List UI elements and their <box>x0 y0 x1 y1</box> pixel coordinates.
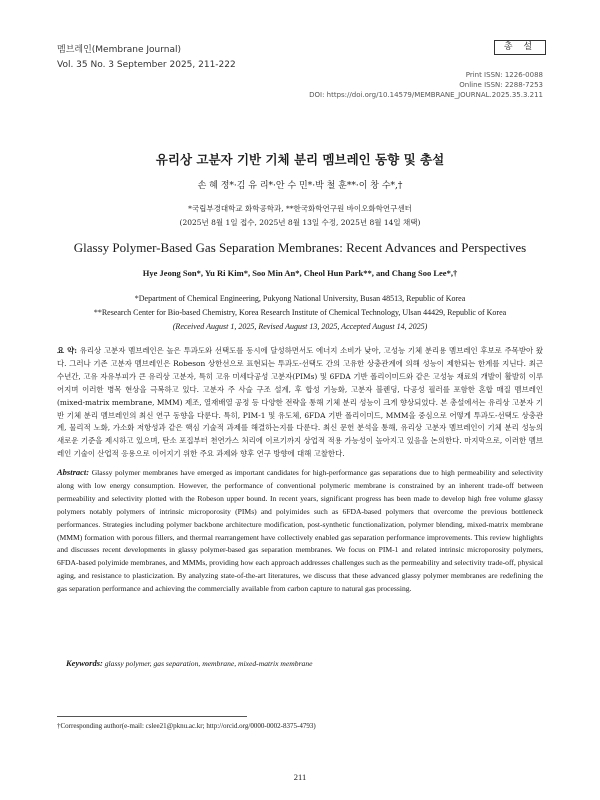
footnote-divider <box>57 716 247 717</box>
affiliation-korean <box>0 202 600 230</box>
print-issn: Print ISSN: 1226-0088 <box>465 71 543 79</box>
dates-korean: (2025년 8월 1일 접수, 2025년 8월 13일 수정, 2025년 8월 14일 채택) <box>179 218 421 227</box>
doi-link[interactable]: DOI: https://doi.org/10.14579/MEMBRANE_JOURNAL.2025.35.3.211 <box>309 91 543 99</box>
abstract-korean-label: 요 약: <box>57 346 77 355</box>
affiliation-english <box>0 292 600 334</box>
journal-issue: Vol. 35 No. 3 September 2025, 211-222 <box>57 60 236 70</box>
abstract-english-label: Abstract: <box>57 467 90 477</box>
abstract-korean-text: 유리상 고분자 멤브레인은 높은 투과도와 선택도를 동시에 달성하면서도 에너지 소비가 낮아, 고성능 기체 분리용 멤브레인 후보로 주목받아 왔다. 그러나 기존 고분자 멤브레인은 Robeson 상한선으로 표현되는 투과도-선택도 간의 고유한 상충관계에 의해 성능이 제한되는 한계를 지닌다. 최근 수년간, 고유 자유부피가 큰 유리상 고분자, 특히 고유 미세다공성 고분자(PIMs) 및 6FDA 기반 폴리이미드와 같은 고성능 재료의 개발이 활발히 이루어지며 이러한 병목 현상을 극복하고 있다. 고분자 주 사슬 구조 설계, 후 합성 기능화, 고분자 블렌딩, 다공성 필러를 포함한 혼합 매질 멤브레인(mixed-matrix membrane, MMM) 제조, 열재배열 공정 등 다양한 전략을 통해 기체 분리 성능이 크게 향상되었다. 본 총설에서는 유리상 고분자 기반 기체 분리 멤브레인의 최신 연구 동향을 다룬다. 특히, PIM-1 및 유도체, 6FDA 기반 폴리이미드, MMM을 중심으로 어떻게 투과도-선택도 상충관계, 물리적 노화, 가소화 저항성과 같은 핵심 기술적 과제를 해결하는지를 다룬다. 최신 문헌 분석을 통해, 유리상 고분자 멤브레인이 기체 분리 성능의 새로운 기준을 제시하고 있으며, 탄소 포집부터 천연가스 처리에 이르기까지 상업적 적용 가능성이 높아지고 있음을 논의한다. 마지막으로, 이러한 멤브레인 기술이 산업적 응용으로 이어지기 위한 주요 과제와 향후 연구 방향에 대해 고찰한다. <box>57 346 543 459</box>
issn-block <box>309 70 543 100</box>
page-number: 211 <box>293 772 307 782</box>
affiliation-english-1: *Department of Chemical Engineering, Pukyong National University, Busan 48513, Republic of Korea <box>134 294 466 303</box>
authors-english: Hye Jeong Son*, Yu Ri Kim*, Soo Min An*, Cheol Hun Park**, and Chang Soo Lee*,† <box>142 268 458 278</box>
keywords-label: Keywords: <box>66 658 103 668</box>
article-type-badge: 총 설 <box>494 40 546 55</box>
journal-header <box>57 43 236 73</box>
keywords <box>66 658 313 668</box>
online-issn: Online ISSN: 2288-7253 <box>459 81 543 89</box>
dates-english: (Received August 1, 2025, Revised August 13, 2025, Accepted August 14, 2025) <box>172 322 428 331</box>
journal-name: 멤브레인(Membrane Journal) <box>57 45 182 55</box>
affiliation-korean-text: *국립부경대학교 화학공학과, **한국화학연구원 바이오화학연구센터 <box>188 204 412 213</box>
abstract-korean <box>57 345 543 461</box>
affiliation-english-2: **Research Center for Bio-based Chemistry, Korea Research Institute of Chemical Technology, Ulsan 44429, Republic of Korea <box>93 308 507 317</box>
abstract-english <box>57 466 543 596</box>
title-korean: 유리상 고분자 기반 기체 분리 멤브레인 동향 및 총설 <box>155 152 445 167</box>
keywords-text: glassy polymer, gas separation, membrane, mixed-matrix membrane <box>104 659 313 668</box>
corresponding-author-footnote: †Corresponding author(e-mail: cslee21@pknu.ac.kr; http://orcid.org/0000-0002-8375-4793) <box>57 722 316 730</box>
abstract-english-text: Glassy polymer membranes have emerged as important candidates for high-performance gas separations due to high permeability and selectivity along with low energy consumption. However, the performance of conventional polymeric membrane is constrained by an inherent trade-off between permeability and selectivity plotted with the Robeson upper bound. In recent years, significant progress has been made to develop high free volume glassy polymers notably polymers of intrinsic microporosity (PIMs) and polyimides such as 6FDA-based polymers that overcome the previous bottleneck performances. Strategies including polymer backbone architecture modification, post-synthetic functionalization, polymer blending, mixed-matrix membrane (MMM) formation with porous fillers, and thermal rearrangement have collectively enabled gas separation performance improvements. This review highlights and discusses recent developments in glassy polymer-based gas separation membranes. We focus on PIM-1 and related intrinsic microporosity polymers, 6FDA-based polyimide membranes, and MMMs, providing how each approach addresses challenges such as the permeability and selectivity trade-off, physical aging, and resistance to plasticization. By analyzing state-of-the-art literatures, we discuss that these advanced glassy polymer membranes are redefining the gas separation performance and achieving the commercially available from carbon capture to natural gas processing. <box>57 468 543 594</box>
authors-korean: 손 혜 정*·김 유 리*·안 수 민*·박 철 훈**·이 창 수*,† <box>197 181 403 191</box>
title-english: Glassy Polymer-Based Gas Separation Membranes: Recent Advances and Perspectives <box>73 240 527 255</box>
